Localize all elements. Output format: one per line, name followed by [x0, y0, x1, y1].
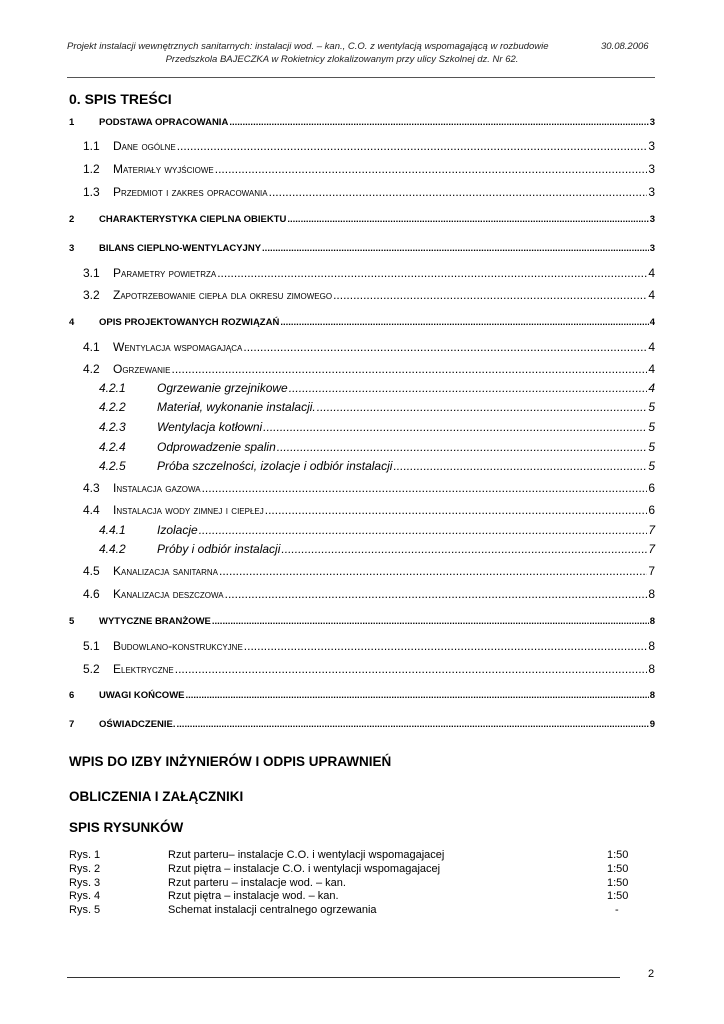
toc-entry-label: Parametry powietrza — [113, 266, 217, 280]
toc-entry-label: Materiał, wykonanie instalacji. — [157, 400, 316, 414]
toc-entry[interactable] — [69, 139, 655, 153]
toc-entry-label: Kanalizacja deszczowa — [113, 587, 224, 601]
toc-entry-page: 7 — [648, 523, 655, 537]
toc-leader — [262, 243, 649, 254]
toc-entry-number: 7 — [69, 719, 75, 730]
toc-entry-number: 4 — [69, 317, 75, 328]
header-date: 30.08.2006 — [601, 41, 649, 52]
toc-entry-number: 1.1 — [83, 139, 100, 153]
toc-entry-page: 4 — [648, 288, 655, 302]
toc-entry-page: 3 — [648, 185, 655, 199]
toc-entry-label: Wentylacja kotłowni — [157, 420, 263, 434]
toc-entry-page: 3 — [649, 117, 655, 128]
toc-entry-number: 3.1 — [83, 266, 100, 280]
toc-entry-page: 9 — [649, 719, 655, 730]
figure-description: Schemat instalacji centralnego ogrzewania — [168, 904, 377, 916]
toc-leader — [212, 616, 649, 627]
toc-entry-label: Dane ogólne — [113, 139, 176, 153]
toc-leader — [202, 481, 648, 495]
toc-entry[interactable] — [69, 381, 655, 395]
toc-entry[interactable] — [69, 162, 655, 176]
toc-entry-page: 5 — [648, 420, 655, 434]
toc-entry-number: 4.3 — [83, 481, 100, 495]
toc-leader — [243, 340, 647, 354]
toc-entry-page: 3 — [648, 139, 655, 153]
toc-entry[interactable] — [69, 503, 655, 517]
toc-entry-label: Elektryczne — [113, 662, 174, 676]
toc-entry-label: Próby i odbiór instalacji — [157, 542, 281, 556]
toc-entry-number: 5 — [69, 616, 75, 627]
toc-entry-label: PODSTAWA OPRACOWANIA — [99, 117, 229, 128]
toc-entry[interactable] — [69, 420, 655, 434]
toc-entry[interactable] — [69, 459, 655, 473]
toc-entry[interactable] — [69, 639, 655, 653]
toc-entry-page: 8 — [648, 639, 655, 653]
toc-entry-label: Próba szczelności, izolacje i odbiór instalacji — [157, 459, 393, 473]
toc-entry-number: 4.4.1 — [99, 523, 126, 537]
toc-entry-page: 7 — [648, 564, 655, 578]
figure-description: Rzut parteru – instalacje wod. – kan. — [168, 877, 346, 889]
toc-entry-page: 3 — [649, 214, 655, 225]
figure-id: Rys. 2 — [69, 863, 101, 875]
page-number: 2 — [648, 968, 655, 980]
toc-entry-number: 1 — [69, 117, 75, 128]
toc-leader — [215, 162, 648, 176]
toc-entry[interactable] — [69, 317, 655, 328]
section-heading-obliczenia: OBLICZENIA I ZAŁĄCZNIKI — [69, 789, 244, 804]
figure-description: Rzut parteru– instalacje C.O. i wentylacji wspomagajacej — [168, 849, 445, 861]
toc-entry-number: 4.1 — [83, 340, 100, 354]
toc-entry-number: 3.2 — [83, 288, 100, 302]
toc-leader — [177, 719, 649, 730]
toc-entry-number: 4.4.2 — [99, 542, 126, 556]
toc-entry-label: Ogrzewanie grzejnikowe — [157, 381, 288, 395]
toc-entry-page: 4 — [648, 340, 655, 354]
toc-entry-label: BILANS CIEPLNO-WENTYLACYJNY — [99, 243, 262, 254]
toc-entry-page: 8 — [648, 587, 655, 601]
toc-entry[interactable] — [69, 616, 655, 627]
toc-leader — [217, 266, 647, 280]
toc-leader — [393, 459, 647, 473]
toc-entry-number: 6 — [69, 690, 75, 701]
toc-entry[interactable] — [69, 587, 655, 601]
toc-leader — [269, 185, 648, 199]
toc-entry-number: 1.2 — [83, 162, 100, 176]
toc-entry-page: 7 — [648, 542, 655, 556]
toc-leader — [289, 381, 648, 395]
toc-entry-page: 8 — [648, 662, 655, 676]
toc-entry-number: 4.2.1 — [99, 381, 126, 395]
toc-entry-page: 6 — [648, 503, 655, 517]
figure-id: Rys. 3 — [69, 877, 101, 889]
toc-entry[interactable] — [69, 362, 655, 376]
toc-entry-page: 8 — [649, 616, 655, 627]
figure-description: Rzut piętra – instalacje C.O. i wentylacji wspomagajacej — [168, 863, 441, 875]
toc-entry-label: UWAGI KOŃCOWE — [99, 690, 185, 701]
figure-id: Rys. 5 — [69, 904, 101, 916]
header-divider — [67, 77, 655, 78]
figure-scale: - — [615, 904, 619, 916]
figure-description: Rzut piętra – instalacje wod. – kan. — [168, 890, 339, 902]
toc-entry-label: Ogrzewanie — [113, 362, 171, 376]
toc-entry-number: 4.2.5 — [99, 459, 126, 473]
toc-entry[interactable] — [69, 662, 655, 676]
toc-entry-label: WYTYCZNE BRANŻOWE — [99, 616, 211, 627]
toc-entry-number: 5.1 — [83, 639, 100, 653]
toc-entry[interactable] — [69, 440, 655, 454]
toc-entry-label: CHARAKTERYSTYKA CIEPLNA OBIEKTU — [99, 214, 287, 225]
toc-entry-label: Izolacje — [157, 523, 198, 537]
toc-entry-label: Kanalizacja sanitarna — [113, 564, 218, 578]
toc-entry-page: 4 — [649, 317, 655, 328]
header-project-line: Projekt instalacji wewnętrznych sanitarnych: instalacji wod. – kan., C.O. z wentylacją wspomagającą w rozbudowie — [67, 41, 549, 52]
toc-entry[interactable] — [69, 214, 655, 225]
figure-scale: 1:50 — [607, 849, 629, 861]
toc-entry-number: 4.4 — [83, 503, 100, 517]
toc-leader — [287, 214, 648, 225]
toc-leader — [177, 139, 648, 153]
toc-entry[interactable] — [69, 400, 655, 414]
toc-entry[interactable] — [69, 481, 655, 495]
page-header — [67, 40, 655, 66]
toc-entry-number: 4.2.4 — [99, 440, 126, 454]
toc-entry-page: 3 — [648, 162, 655, 176]
toc-leader — [175, 662, 648, 676]
toc-entry-number: 4.6 — [83, 587, 100, 601]
toc-entry-label: Instalacja gazowa — [113, 481, 201, 495]
toc-leader — [171, 362, 647, 376]
toc-leader — [280, 317, 648, 328]
toc-entry-page: 4 — [648, 362, 655, 376]
section-heading-spis-rysunkow: SPIS RYSUNKÓW — [69, 820, 184, 835]
toc-entry-label: OPIS PROJEKTOWANYCH ROZWIĄZAŃ — [99, 317, 280, 328]
toc-entry-page: 8 — [649, 690, 655, 701]
toc-leader — [229, 117, 648, 128]
toc-entry-label: Instalacja wody zimnej i ciepłej — [113, 503, 264, 517]
toc-entry[interactable] — [69, 117, 655, 128]
figure-scale: 1:50 — [607, 890, 629, 902]
toc-entry-page: 5 — [648, 400, 655, 414]
toc-entry-label: Wentylacja wspomagająca — [113, 340, 243, 354]
toc-entry-label: Zapotrzebowanie ciepła dla okresu zimowego — [113, 288, 333, 302]
toc-leader — [281, 542, 647, 556]
figure-scale: 1:50 — [607, 863, 629, 875]
toc-entry-page: 5 — [648, 459, 655, 473]
toc-entry[interactable] — [69, 266, 655, 280]
toc-entry-number: 1.3 — [83, 185, 100, 199]
toc-entry-number: 2 — [69, 214, 75, 225]
toc-leader — [225, 587, 648, 601]
toc-leader — [263, 420, 647, 434]
toc-entry-label: Materiały wyjściowe — [113, 162, 214, 176]
figure-scale: 1:50 — [607, 877, 629, 889]
toc-leader — [333, 288, 647, 302]
toc-entry-page: 3 — [649, 243, 655, 254]
toc-entry-page: 5 — [648, 440, 655, 454]
toc-leader — [317, 400, 648, 414]
toc-title: 0. SPIS TREŚCI — [69, 91, 172, 107]
toc-leader — [219, 564, 647, 578]
toc-entry-number: 4.2.2 — [99, 400, 126, 414]
toc-leader — [199, 523, 648, 537]
toc-entry[interactable] — [69, 523, 655, 537]
footer-divider — [67, 977, 620, 978]
toc-entry-label: Przedmiot i zakres opracowania — [113, 185, 268, 199]
figure-id: Rys. 1 — [69, 849, 101, 861]
figure-id: Rys. 4 — [69, 890, 101, 902]
toc-leader — [265, 503, 648, 517]
toc-entry[interactable] — [69, 564, 655, 578]
toc-entry-label: Budowlano-konstrukcyjne — [113, 639, 243, 653]
toc-entry-page: 4 — [648, 381, 655, 395]
toc-entry[interactable] — [69, 185, 655, 199]
toc-leader — [277, 440, 648, 454]
toc-leader — [186, 690, 649, 701]
toc-entry-label: Odprowadzenie spalin — [157, 440, 276, 454]
toc-entry-number: 4.5 — [83, 564, 100, 578]
toc-entry-page: 4 — [648, 266, 655, 280]
section-heading-wpis: WPIS DO IZBY INŻYNIERÓW I ODPIS UPRAWNIEŃ — [69, 754, 392, 769]
toc-entry[interactable] — [69, 340, 655, 354]
toc-entry[interactable] — [69, 542, 655, 556]
toc-entry-page: 6 — [648, 481, 655, 495]
toc-entry-number: 4.2 — [83, 362, 100, 376]
toc-entry-label: OŚWIADCZENIE. — [99, 719, 176, 730]
toc-entry[interactable] — [69, 288, 655, 302]
toc-entry-number: 4.2.3 — [99, 420, 126, 434]
toc-leader — [244, 639, 648, 653]
toc-entry[interactable] — [69, 719, 655, 730]
header-location-line: Przedszkola BAJECZKA w Rokietnicy zlokalizowanym przy ulicy Szkolnej dz. Nr 62. — [165, 54, 519, 65]
toc-entry[interactable] — [69, 690, 655, 701]
toc-entry-number: 3 — [69, 243, 75, 254]
toc-entry-number: 5.2 — [83, 662, 100, 676]
toc-entry[interactable] — [69, 243, 655, 254]
